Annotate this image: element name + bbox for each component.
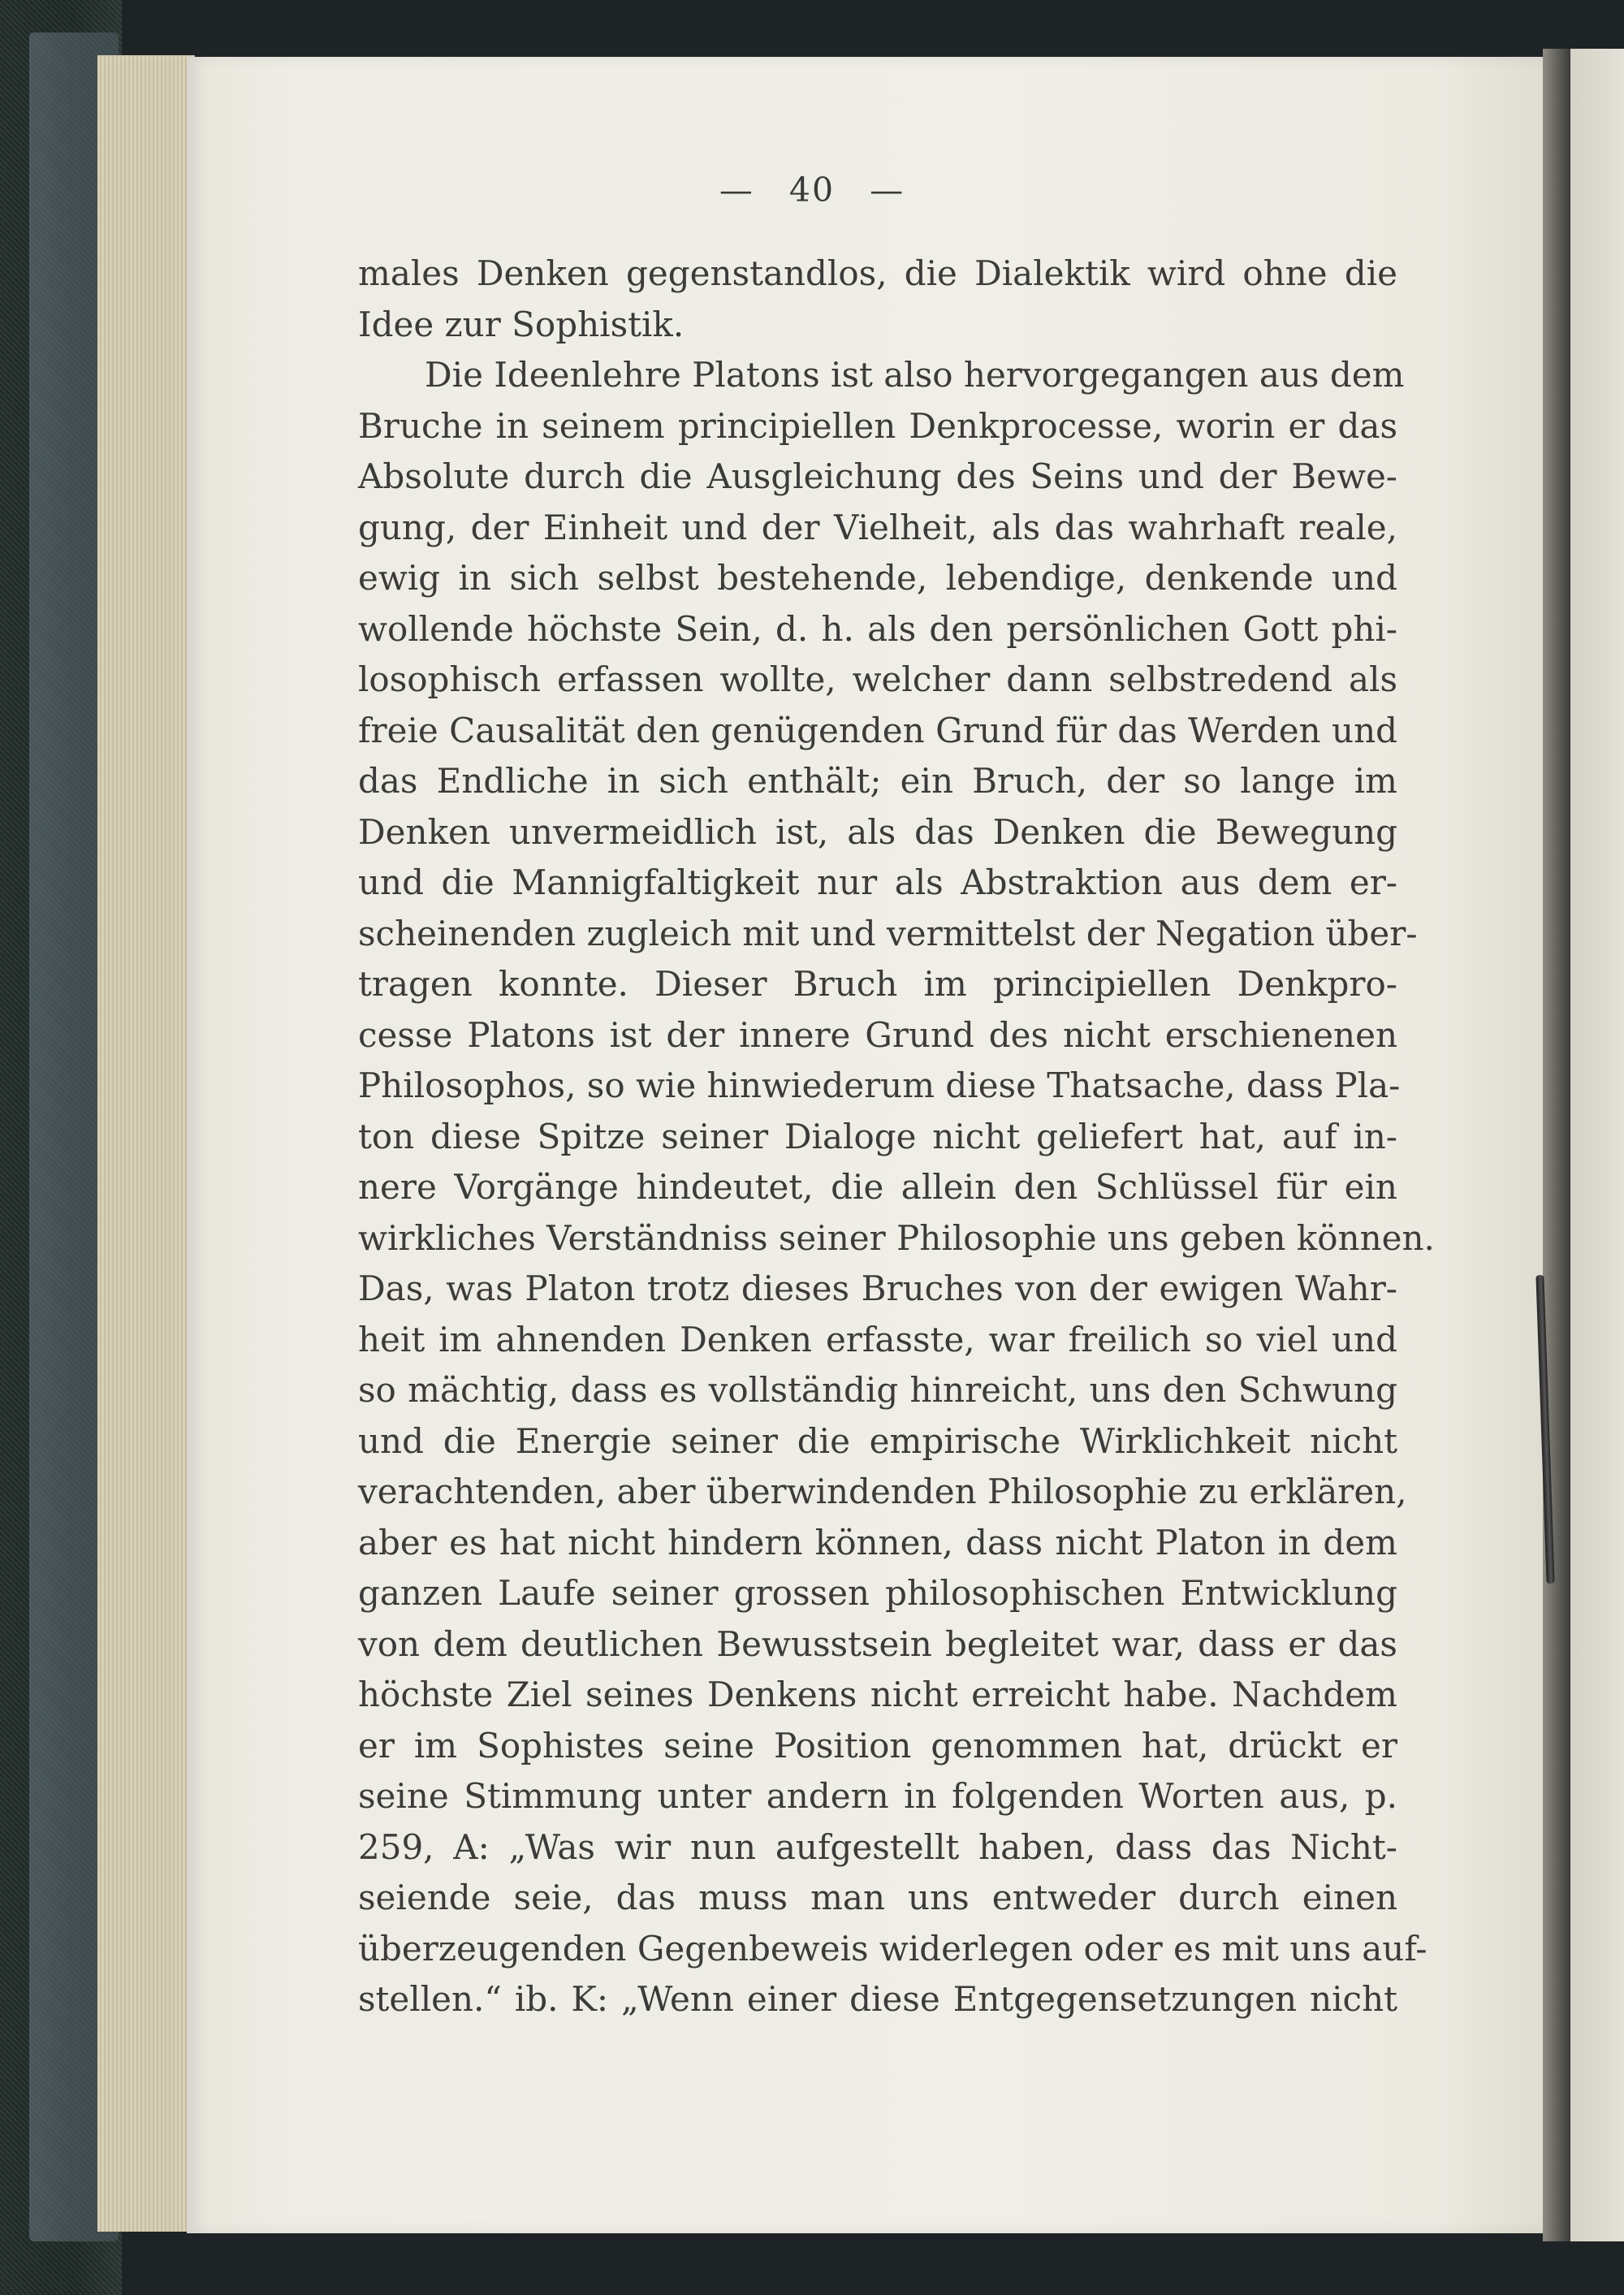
text-line: seine Stimmung unter andern in folgenden Worten aus, p.	[358, 1776, 1397, 1816]
text-line: males Denken gegenstandlos, die Dialektik wird ohne die	[358, 253, 1397, 293]
text-line: Idee zur Sophistik.	[358, 304, 685, 344]
text-line: gung, der Einheit und der Vielheit, als das wahrhaft reale,	[358, 507, 1397, 547]
text-line: ganzen Laufe seiner grossen philosophischen Entwicklung	[358, 1573, 1397, 1613]
text-line: seiende seie, das muss man uns entweder durch einen	[358, 1878, 1397, 1917]
text-line: losophisch erfassen wollte, welcher dann selbstredend als	[358, 659, 1397, 699]
text-line: ton diese Spitze seiner Dialoge nicht geliefert hat, auf in-	[358, 1116, 1397, 1156]
text-line: heit im ahnenden Denken erfasste, war freilich so viel und	[358, 1319, 1397, 1359]
text-line: freie Causalität den genügenden Grund für das Werden und	[358, 710, 1397, 750]
text-line: Denken unvermeidlich ist, als das Denken die Bewegung	[358, 811, 1397, 852]
body-text	[358, 249, 1435, 2025]
text-line: wirkliches Verständniss seiner Philosophie uns geben können.	[358, 1217, 1435, 1258]
text-line: cesse Platons ist der innere Grund des nicht erschienenen	[358, 1014, 1397, 1055]
text-line: stellen.“ ib. K: „Wenn einer diese Entgegensetzungen nicht	[358, 1979, 1397, 2019]
text-line: ewig in sich selbst bestehende, lebendige, denkende und	[358, 558, 1397, 598]
text-line: aber es hat nicht hindern können, dass nicht Platon in dem	[358, 1522, 1397, 1562]
next-page-edge	[1570, 49, 1624, 2241]
page-number: 40	[788, 171, 836, 210]
page-number-dash-right: —	[870, 171, 905, 210]
text-line: von dem deutlichen Bewusstsein begleitet war, dass er das	[358, 1623, 1397, 1664]
text-line: überzeugenden Gegenbeweis widerlegen oder es mit uns auf-	[358, 1928, 1427, 1969]
page-number-header	[0, 171, 1624, 210]
text-line: Das, was Platon trotz dieses Bruches von der ewigen Wahr-	[358, 1269, 1397, 1308]
text-line: tragen konnte. Dieser Bruch im principiellen Denkpro-	[358, 964, 1397, 1004]
text-line: nere Vorgänge hindeutet, die allein den Schlüssel für ein	[358, 1167, 1397, 1207]
text-line: und die Energie seiner die empirische Wirklichkeit nicht	[358, 1420, 1397, 1461]
text-line: Die Ideenlehre Platons ist also hervorgegangen aus dem	[425, 355, 1405, 395]
text-line: Bruche in seinem principiellen Denkprocesse, worin er das	[358, 405, 1397, 446]
text-line: er im Sophistes seine Position genommen hat, drückt er	[358, 1725, 1397, 1766]
text-line: wollende höchste Sein, d. h. als den persönlichen Gott phi-	[358, 608, 1397, 649]
page-edges	[97, 55, 195, 2232]
text-line: so mächtig, dass es vollständig hinreicht, uns den Schwung	[358, 1370, 1397, 1410]
text-line: verachtenden, aber überwindenden Philosophie zu erklären,	[358, 1472, 1407, 1511]
text-line: 259, A: „Was wir nun aufgestellt haben, dass das Nicht-	[358, 1826, 1397, 1867]
text-line: Philosophos, so wie hinwiederum diese Thatsache, dass Pla-	[358, 1065, 1401, 1105]
page-number-dash-left: —	[719, 171, 754, 210]
text-line: und die Mannigfaltigkeit nur als Abstraktion aus dem er-	[358, 862, 1397, 902]
text-line: das Endliche in sich enthält; ein Bruch, der so lange im	[358, 761, 1397, 801]
text-line: höchste Ziel seines Denkens nicht erreicht habe. Nachdem	[358, 1675, 1397, 1714]
text-line: scheinenden zugleich mit und vermittelst der Negation über-	[358, 913, 1418, 953]
book-gutter	[1543, 49, 1570, 2241]
text-line: Absolute durch die Ausgleichung des Seins und der Bewe-	[358, 456, 1397, 496]
